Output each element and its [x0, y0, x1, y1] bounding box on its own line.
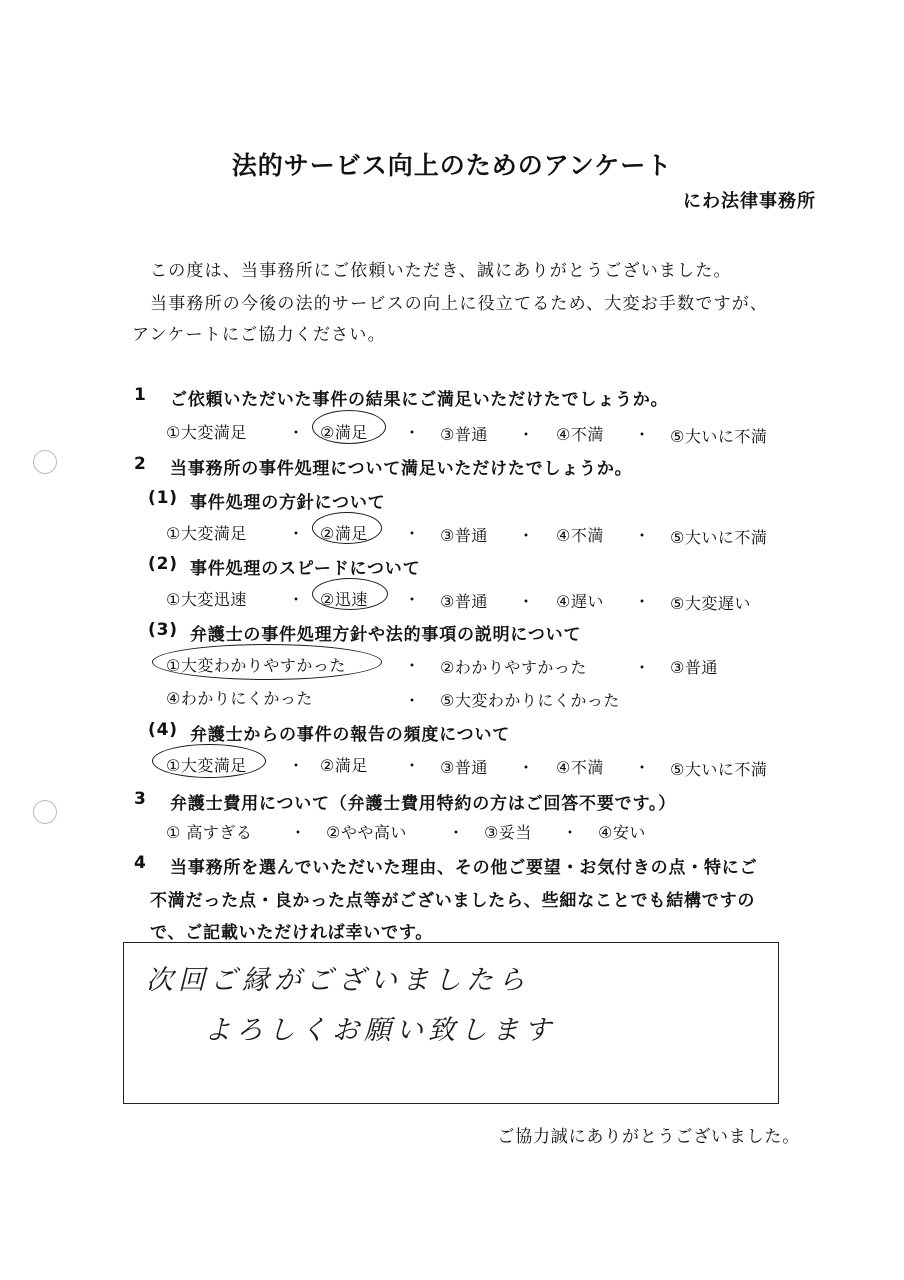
separator: ・ — [288, 524, 305, 543]
separator: ・ — [634, 658, 651, 677]
subquestion-text: 弁護士の事件処理方針や法的事項の説明について — [190, 625, 582, 645]
intro-line: アンケートにご協力ください。 — [132, 325, 386, 345]
punch-hole — [33, 800, 57, 824]
question-number: 3 — [134, 789, 146, 809]
separator: ・ — [634, 592, 651, 611]
option[interactable]: ⑤大いに不満 — [670, 760, 768, 779]
option[interactable]: ①大変満足 — [166, 423, 247, 442]
option[interactable]: ③普通 — [440, 425, 488, 444]
option-selected[interactable]: ①大変わかりやすかった — [166, 656, 346, 675]
option[interactable]: ① 高すぎる — [166, 823, 253, 842]
subquestion-number: (2) — [148, 554, 178, 574]
separator: ・ — [518, 758, 535, 777]
intro-line: この度は、当事務所にご依頼いただき、誠にありがとうございました。 — [150, 261, 732, 281]
option[interactable]: ③普通 — [440, 758, 488, 777]
question-text: 不満だった点・良かった点等がございましたら、些細なことでも結構ですの — [150, 891, 756, 911]
separator: ・ — [290, 823, 307, 842]
question-text: で、ご記載いただければ幸いです。 — [150, 923, 434, 943]
option[interactable]: ⑤大いに不満 — [670, 528, 768, 547]
answer-circle — [312, 512, 382, 544]
separator: ・ — [518, 425, 535, 444]
separator: ・ — [404, 691, 421, 710]
intro-line: 当事務所の今後の法的サービスの向上に役立てるため、大変お手数ですが、 — [150, 294, 769, 314]
subquestion-number: (3) — [148, 620, 178, 640]
answer-circle — [312, 578, 388, 610]
separator: ・ — [634, 758, 651, 777]
option[interactable]: ④遅い — [556, 592, 604, 611]
separator: ・ — [288, 590, 305, 609]
question-text: ご依頼いただいた事件の結果にご満足いただけたでしょうか。 — [170, 390, 669, 410]
option-selected[interactable]: ②満足 — [320, 524, 368, 543]
subquestion-number: (4) — [148, 720, 178, 740]
separator: ・ — [518, 526, 535, 545]
question-text: 弁護士費用について（弁護士費用特約の方はご回答不要です。） — [170, 794, 676, 814]
separator: ・ — [404, 756, 421, 775]
separator: ・ — [518, 592, 535, 611]
separator: ・ — [404, 656, 421, 675]
option[interactable]: ④不満 — [556, 425, 604, 444]
option[interactable]: ⑤大変わかりにくかった — [440, 691, 620, 710]
option[interactable]: ①大変満足 — [166, 524, 247, 543]
separator: ・ — [562, 823, 579, 842]
answer-circle — [312, 410, 386, 444]
option[interactable]: ④不満 — [556, 758, 604, 777]
separator: ・ — [404, 524, 421, 543]
option[interactable]: ⑤大変遅い — [670, 594, 751, 613]
subquestion-text: 事件処理のスピードについて — [190, 559, 421, 579]
survey-title: 法的サービス向上のためのアンケート — [231, 151, 673, 180]
option-selected[interactable]: ②満足 — [320, 423, 368, 442]
option-selected[interactable]: ②迅速 — [320, 590, 368, 609]
closing-thanks: ご協力誠にありがとうございました。 — [497, 1127, 800, 1147]
option[interactable]: ⑤大いに不満 — [670, 427, 768, 446]
question-number: 4 — [134, 853, 146, 873]
option[interactable]: ②やや高い — [326, 823, 407, 842]
separator: ・ — [634, 425, 651, 444]
separator: ・ — [404, 590, 421, 609]
question-number: 1 — [134, 385, 146, 405]
option[interactable]: ③普通 — [440, 592, 488, 611]
firm-name: にわ法律事務所 — [683, 191, 816, 212]
option[interactable]: ②わかりやすかった — [440, 658, 587, 677]
option[interactable]: ④わかりにくかった — [166, 689, 313, 708]
answer-circle — [152, 744, 266, 778]
option[interactable]: ③普通 — [440, 526, 488, 545]
separator: ・ — [634, 526, 651, 545]
separator: ・ — [404, 423, 421, 442]
separator: ・ — [288, 756, 305, 775]
option[interactable]: ④安い — [598, 823, 646, 842]
subquestion-text: 弁護士からの事件の報告の頻度について — [190, 725, 511, 745]
separator: ・ — [448, 823, 465, 842]
option[interactable]: ③普通 — [670, 658, 718, 677]
question-number: 2 — [134, 454, 146, 474]
handwritten-comment: よろしくお願い致します — [204, 1015, 556, 1046]
question-text: 当事務所を選んでいただいた理由、その他ご要望・お気付きの点・特にご — [170, 858, 758, 878]
option-selected[interactable]: ①大変満足 — [166, 756, 247, 775]
answer-circle — [152, 644, 382, 680]
option[interactable]: ②満足 — [320, 756, 368, 775]
question-text: 当事務所の事件処理について満足いただけたでしょうか。 — [170, 459, 633, 479]
punch-hole — [33, 450, 57, 474]
subquestion-text: 事件処理の方針について — [190, 493, 386, 513]
subquestion-number: (1) — [148, 488, 178, 508]
option[interactable]: ③妥当 — [484, 823, 532, 842]
option[interactable]: ①大変迅速 — [166, 590, 247, 609]
handwritten-comment: 次回ご縁がございましたら — [146, 965, 530, 996]
option[interactable]: ④不満 — [556, 526, 604, 545]
separator: ・ — [288, 423, 305, 442]
